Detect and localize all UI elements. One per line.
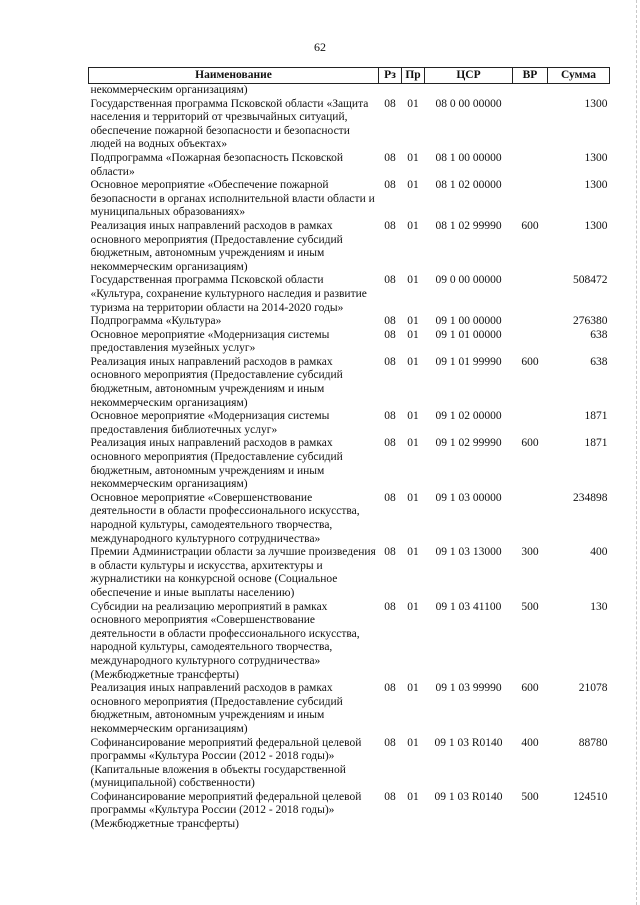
cell-csr: 09 1 02 00000 bbox=[435, 410, 502, 423]
cell-vr: 500 bbox=[521, 600, 539, 613]
cell-vr bbox=[513, 329, 548, 356]
cell-pr: 01 bbox=[407, 546, 419, 559]
cell-name: Реализация иных направлений расходов в рамках основного мероприятия (Предоставление субсидий бюджетным, автономным учреждениям и иным некоммерческим организациям) bbox=[90, 437, 343, 491]
cell-sum: 1300 bbox=[584, 151, 608, 164]
cell-csr: 08 0 00 00000 bbox=[435, 97, 502, 110]
cell-csr: 09 1 03 R0140 bbox=[434, 790, 503, 803]
cell-csr: 09 1 03 00000 bbox=[435, 491, 502, 504]
cell-csr: 08 1 00 00000 bbox=[435, 151, 502, 164]
cell-vr: 600 bbox=[521, 682, 539, 695]
cell-sum: 638 bbox=[590, 355, 608, 368]
cell-vr: 400 bbox=[521, 736, 539, 749]
cell-csr: 09 1 03 41100 bbox=[435, 600, 502, 613]
cell-pr: 01 bbox=[407, 437, 419, 450]
cell-rz: 08 bbox=[384, 274, 396, 287]
cell-sum: 508472 bbox=[573, 274, 608, 287]
cell-sum: 124510 bbox=[573, 790, 608, 803]
cell-rz: 08 bbox=[384, 410, 396, 423]
cell-csr: 09 1 03 R0140 bbox=[434, 736, 503, 749]
cell-name: Основное мероприятие «Модернизация системы предоставления музейных услуг» bbox=[90, 328, 330, 355]
cell-pr: 01 bbox=[407, 97, 419, 110]
cell-name: Реализация иных направлений расходов в рамках основного мероприятия (Предоставление субсидий бюджетным, автономным учреждениям и иным некоммерческим организациям) bbox=[90, 682, 343, 735]
table-row bbox=[89, 737, 610, 791]
cell-name: Основное мероприятие «Совершенствование деятельности в области профессионального искусства, народной культуры, самодеятельного творчества, международного культурного сотрудничества» bbox=[90, 491, 360, 545]
cell-vr: 500 bbox=[521, 790, 539, 803]
cell-name: Реализация иных направлений расходов в рамках основного мероприятия (Предоставление субсидий бюджетным, автономным учреждениям и иным некоммерческим организациям) bbox=[90, 219, 343, 273]
cell-csr: 09 1 02 99990 bbox=[435, 437, 502, 450]
cell-sum bbox=[548, 84, 610, 98]
cell-name: Государственная программа Псковской области «Защита населения и территорий от чрезвычайных ситуаций, обеспечение пожарной безопасности и безопасности людей на водных объектах» bbox=[90, 97, 369, 151]
cell-name: Субсидии на реализацию мероприятий в рамках основного мероприятия «Совершенствование деятельности в области профессионального искусства, народной культуры, самодеятельного творчества, международного культурного сотрудничества» (Межбюджетные трансферты) bbox=[90, 600, 360, 681]
cell-rz: 08 bbox=[384, 682, 396, 695]
cell-name: некоммерческим организациям) bbox=[90, 84, 248, 96]
cell-csr: 09 1 01 99990 bbox=[435, 355, 502, 368]
cell-rz: 08 bbox=[384, 437, 396, 450]
header-rz: Рз bbox=[379, 68, 402, 84]
cell-rz: 08 bbox=[384, 97, 396, 110]
cell-rz: 08 bbox=[384, 328, 396, 341]
table-row bbox=[89, 152, 610, 179]
cell-name: Софинансирование мероприятий федеральной целевой программы «Культура России (2012 - 2018 годы)» (Межбюджетные трансферты) bbox=[90, 790, 362, 831]
cell-pr: 01 bbox=[407, 274, 419, 287]
cell-name: Реализация иных направлений расходов в рамках основного мероприятия (Предоставление субсидий бюджетным, автономным учреждениям и иным некоммерческим организациям) bbox=[90, 355, 343, 409]
cell-vr: 300 bbox=[521, 546, 539, 559]
cell-rz: 08 bbox=[384, 546, 396, 559]
cell-rz: 08 bbox=[384, 219, 396, 232]
cell-sum: 400 bbox=[590, 546, 608, 559]
table-row bbox=[89, 682, 610, 736]
cell-pr: 01 bbox=[407, 355, 419, 368]
cell-vr: 600 bbox=[521, 437, 539, 450]
cell-sum: 88780 bbox=[578, 736, 608, 749]
cell-sum: 1300 bbox=[584, 219, 608, 232]
cell-pr: 01 bbox=[407, 410, 419, 423]
cell-vr bbox=[513, 410, 548, 437]
cell-rz: 08 bbox=[384, 315, 396, 328]
table-body bbox=[89, 84, 610, 832]
cell-name: Подпрограмма «Культура» bbox=[90, 315, 222, 328]
cell-rz: 08 bbox=[384, 790, 396, 803]
cell-name: Основное мероприятие «Обеспечение пожарной безопасности в органах исполнительной власти области и муниципальных образованиях» bbox=[90, 179, 375, 219]
cell-sum: 234898 bbox=[573, 491, 608, 504]
cell-vr bbox=[513, 98, 548, 152]
table-row bbox=[89, 437, 610, 491]
cell-sum: 638 bbox=[590, 328, 608, 341]
table-row bbox=[89, 84, 610, 98]
cell-rz bbox=[379, 84, 402, 98]
cell-rz: 08 bbox=[384, 355, 396, 368]
cell-csr: 08 1 02 00000 bbox=[435, 179, 502, 192]
table-row bbox=[89, 492, 610, 546]
cell-sum: 276380 bbox=[573, 315, 608, 328]
cell-sum: 1871 bbox=[584, 410, 608, 423]
cell-name: Премии Администрации области за лучшие произведения в области культуры и искусства, архитектуры и журналистики на конкурсной основе (Социальное обеспечение и иные выплаты населению) bbox=[90, 546, 376, 599]
cell-csr: 09 1 03 13000 bbox=[435, 546, 502, 559]
table-header bbox=[89, 68, 610, 84]
cell-csr bbox=[425, 84, 513, 98]
cell-vr bbox=[513, 492, 548, 546]
cell-name: Софинансирование мероприятий федеральной целевой программы «Культура России (2012 - 2018 годы)» (Капитальные вложения в объекты государственной (муниципальной) собственности) bbox=[90, 736, 362, 790]
cell-csr: 09 1 01 00000 bbox=[435, 328, 502, 341]
header-csr: ЦСР bbox=[425, 68, 513, 84]
budget-table bbox=[88, 67, 610, 832]
table-row bbox=[89, 220, 610, 274]
cell-pr: 01 bbox=[407, 315, 419, 328]
cell-csr: 08 1 02 99990 bbox=[435, 219, 502, 232]
cell-sum: 21078 bbox=[578, 682, 608, 695]
table-row bbox=[89, 274, 610, 315]
cell-vr bbox=[513, 152, 548, 179]
cell-rz: 08 bbox=[384, 151, 396, 164]
table-row bbox=[89, 791, 610, 832]
table-row bbox=[89, 601, 610, 683]
cell-vr bbox=[513, 179, 548, 220]
cell-sum: 130 bbox=[590, 600, 608, 613]
cell-csr: 09 1 00 00000 bbox=[435, 315, 502, 328]
header-name: Наименование bbox=[89, 68, 379, 84]
cell-csr: 09 1 03 99990 bbox=[435, 682, 502, 695]
cell-pr: 01 bbox=[407, 682, 419, 695]
cell-pr: 01 bbox=[407, 328, 419, 341]
header-pr: Пр bbox=[402, 68, 425, 84]
cell-pr: 01 bbox=[407, 600, 419, 613]
cell-pr: 01 bbox=[407, 736, 419, 749]
cell-rz: 08 bbox=[384, 736, 396, 749]
cell-name: Основное мероприятие «Модернизация системы предоставления библиотечных услуг» bbox=[90, 410, 330, 436]
table-row bbox=[89, 410, 610, 437]
cell-pr: 01 bbox=[407, 491, 419, 504]
cell-csr: 09 0 00 00000 bbox=[435, 274, 502, 287]
cell-pr bbox=[402, 84, 425, 98]
cell-rz: 08 bbox=[384, 179, 396, 192]
cell-sum: 1300 bbox=[584, 179, 608, 192]
cell-pr: 01 bbox=[407, 151, 419, 164]
cell-name: Государственная программа Псковской области «Культура, сохранение культурного наследия и развитие туризма на территории области на 2014-2020 годы» bbox=[90, 274, 367, 314]
cell-pr: 01 bbox=[407, 179, 419, 192]
header-vr: ВР bbox=[513, 68, 548, 84]
cell-sum: 1871 bbox=[584, 437, 608, 450]
table-row bbox=[89, 329, 610, 356]
cell-pr: 01 bbox=[407, 790, 419, 803]
cell-rz: 08 bbox=[384, 600, 396, 613]
table-row bbox=[89, 98, 610, 152]
table-row bbox=[89, 546, 610, 600]
cell-vr: 600 bbox=[521, 219, 539, 232]
table-row bbox=[89, 315, 610, 329]
cell-pr: 01 bbox=[407, 219, 419, 232]
cell-vr bbox=[513, 274, 548, 315]
table-row bbox=[89, 179, 610, 220]
cell-vr bbox=[513, 315, 548, 329]
cell-vr: 600 bbox=[521, 355, 539, 368]
cell-rz: 08 bbox=[384, 491, 396, 504]
cell-name: Подпрограмма «Пожарная безопасность Псковской области» bbox=[90, 151, 344, 178]
cell-vr bbox=[513, 84, 548, 98]
page-number: 62 bbox=[314, 40, 326, 54]
cell-sum: 1300 bbox=[584, 97, 608, 110]
header-sum: Сумма bbox=[548, 68, 610, 84]
scan-edge-line bbox=[635, 0, 637, 905]
table-row bbox=[89, 356, 610, 410]
